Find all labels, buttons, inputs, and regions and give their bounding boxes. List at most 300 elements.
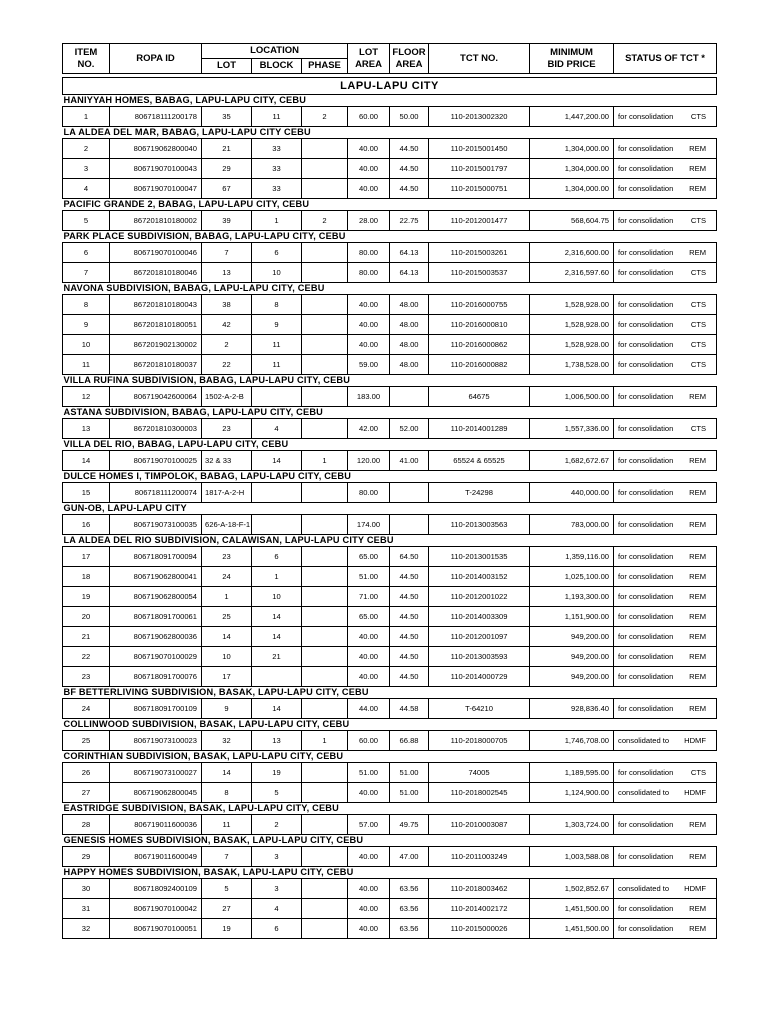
floor-area-cell: 48.00 <box>390 335 429 355</box>
ropa-id-cell: 806719062800054 <box>110 587 202 607</box>
phase-cell <box>302 607 348 627</box>
status-code: REM <box>689 704 707 713</box>
ropa-id-cell: 867201810180051 <box>110 315 202 335</box>
floor-area-cell: 66.88 <box>390 731 429 751</box>
ropa-id-cell: 806718091700076 <box>110 667 202 687</box>
status-text: consolidated to <box>618 788 670 797</box>
table-row <box>63 107 717 127</box>
block-cell: 10 <box>252 263 302 283</box>
item-no-cell: 17 <box>63 547 110 567</box>
floor-area-cell: 44.50 <box>390 607 429 627</box>
ropa-id-cell: 806719011600036 <box>110 815 202 835</box>
ropa-id-cell: 806719062800045 <box>110 783 202 803</box>
floor-area-cell: 41.00 <box>390 451 429 471</box>
lot-area-cell: 174.00 <box>348 515 390 535</box>
tct-no-cell: 110-2016000810 <box>429 315 530 335</box>
table-row <box>63 667 717 687</box>
ropa-id-cell: 806719073100027 <box>110 763 202 783</box>
tct-no-cell: 110-2014002172 <box>429 899 530 919</box>
item-no-cell: 14 <box>63 451 110 471</box>
group-title: NAVONA SUBDIVISION, BABAG, LAPU-LAPU CITY, CEBU <box>63 283 325 293</box>
item-no-cell: 28 <box>63 815 110 835</box>
lot-cell: 32 <box>202 731 252 751</box>
table-row <box>63 919 717 939</box>
min-bid-price-cell: 1,124,900.00 <box>530 783 614 803</box>
lot-area-cell: 40.00 <box>348 647 390 667</box>
block-cell: 14 <box>252 699 302 719</box>
min-bid-price-cell: 1,304,000.00 <box>530 179 614 199</box>
lot-area-cell: 59.00 <box>348 355 390 375</box>
lot-cell: 21 <box>202 139 252 159</box>
floor-area-cell: 64.13 <box>390 243 429 263</box>
tct-no-cell: 110-2014003152 <box>429 567 530 587</box>
status-code: REM <box>689 820 707 829</box>
block-cell: 33 <box>252 179 302 199</box>
status-cell <box>614 483 717 503</box>
lot-cell: 9 <box>202 699 252 719</box>
header-tct-no: TCT NO. <box>429 44 530 74</box>
tct-no-cell: 110-2015003261 <box>429 243 530 263</box>
lot-area-cell: 65.00 <box>348 607 390 627</box>
lot-area-cell: 40.00 <box>348 879 390 899</box>
min-bid-price-cell: 1,003,588.08 <box>530 847 614 867</box>
block-cell: 4 <box>252 899 302 919</box>
header-ropa-id: ROPA ID <box>110 44 202 74</box>
status-cell <box>614 139 717 159</box>
floor-area-cell: 48.00 <box>390 355 429 375</box>
status-text: for consolidation <box>618 924 674 933</box>
header-item-no: ITEM NO. <box>63 44 110 74</box>
table-row <box>63 179 717 199</box>
floor-area-cell: 22.75 <box>390 211 429 231</box>
phase-cell <box>302 355 348 375</box>
ropa-id-cell: 806718091700094 <box>110 547 202 567</box>
phase-cell <box>302 587 348 607</box>
status-code: REM <box>689 672 707 681</box>
block-cell: 3 <box>252 847 302 867</box>
floor-area-cell: 63.56 <box>390 899 429 919</box>
status-text: for consolidation <box>618 768 674 777</box>
table-row <box>63 731 717 751</box>
min-bid-price-cell: 1,746,708.00 <box>530 731 614 751</box>
item-no-cell: 11 <box>63 355 110 375</box>
group-title: VILLA RUFINA SUBDIVISION, BABAG, LAPU-LAPU CITY, CEBU <box>63 375 351 385</box>
floor-area-cell: 63.56 <box>390 879 429 899</box>
lot-cell: 39 <box>202 211 252 231</box>
block-cell: 11 <box>252 107 302 127</box>
status-code: REM <box>689 248 707 257</box>
group-header-row <box>63 535 717 547</box>
status-code: CTS <box>690 112 707 121</box>
phase-cell: 2 <box>302 107 348 127</box>
status-text: for consolidation <box>618 164 674 173</box>
status-cell <box>614 847 717 867</box>
group-header-row <box>63 231 717 243</box>
min-bid-price-cell: 1,193,300.00 <box>530 587 614 607</box>
lot-cell: 24 <box>202 567 252 587</box>
floor-area-cell: 47.00 <box>390 847 429 867</box>
item-no-cell: 29 <box>63 847 110 867</box>
floor-area-cell: 64.50 <box>390 547 429 567</box>
lot-cell: 2 <box>202 335 252 355</box>
lot-cell: 626-A-18-F-1 <box>202 515 252 535</box>
block-cell: 3 <box>252 879 302 899</box>
table-row <box>63 783 717 803</box>
phase-cell <box>302 179 348 199</box>
table-row <box>63 763 717 783</box>
lot-area-cell: 40.00 <box>348 847 390 867</box>
floor-area-cell: 48.00 <box>390 295 429 315</box>
phase-cell <box>302 627 348 647</box>
status-text: for consolidation <box>618 488 674 497</box>
table-row <box>63 451 717 471</box>
lot-cell: 17 <box>202 667 252 687</box>
group-title: GENESIS HOMES SUBDIVISION, BASAK, LAPU-LAPU CITY, CEBU <box>63 835 364 845</box>
table-row <box>63 387 717 407</box>
header-status-of-tct: STATUS OF TCT * <box>614 44 717 74</box>
lot-area-cell: 40.00 <box>348 295 390 315</box>
lot-area-cell: 80.00 <box>348 483 390 503</box>
table-row <box>63 263 717 283</box>
lot-area-cell: 183.00 <box>348 387 390 407</box>
lot-cell: 13 <box>202 263 252 283</box>
ropa-id-cell: 867201810180037 <box>110 355 202 375</box>
status-code: REM <box>689 392 707 401</box>
block-cell: 6 <box>252 547 302 567</box>
tct-no-cell: 110-2013003563 <box>429 515 530 535</box>
status-code: CTS <box>690 268 707 277</box>
table-row <box>63 211 717 231</box>
table-row <box>63 355 717 375</box>
block-cell: 11 <box>252 355 302 375</box>
min-bid-price-cell: 1,451,500.00 <box>530 919 614 939</box>
group-title: GUN-OB, LAPU-LAPU CITY <box>63 503 187 513</box>
tct-no-cell: 110-2018003462 <box>429 879 530 899</box>
floor-area-cell: 64.13 <box>390 263 429 283</box>
min-bid-price-cell: 949,200.00 <box>530 647 614 667</box>
lot-area-cell: 28.00 <box>348 211 390 231</box>
item-no-cell: 7 <box>63 263 110 283</box>
table-row <box>63 607 717 627</box>
table-row <box>63 647 717 667</box>
status-code: HDMF <box>684 788 707 797</box>
ropa-id-cell: 806719062800041 <box>110 567 202 587</box>
block-cell: 8 <box>252 295 302 315</box>
ropa-id-cell: 806719062800036 <box>110 627 202 647</box>
table-row <box>63 587 717 607</box>
item-no-cell: 21 <box>63 627 110 647</box>
item-no-cell: 32 <box>63 919 110 939</box>
item-no-cell: 3 <box>63 159 110 179</box>
status-cell <box>614 899 717 919</box>
status-text: for consolidation <box>618 112 674 121</box>
floor-area-cell: 44.50 <box>390 179 429 199</box>
min-bid-price-cell: 949,200.00 <box>530 627 614 647</box>
tct-no-cell: 110-2014001289 <box>429 419 530 439</box>
min-bid-price-cell: 1,151,900.00 <box>530 607 614 627</box>
header-phase: PHASE <box>302 59 348 74</box>
ropa-id-cell: 806719070100051 <box>110 919 202 939</box>
min-bid-price-cell: 1,738,528.00 <box>530 355 614 375</box>
status-cell <box>614 547 717 567</box>
group-header-row <box>63 803 717 815</box>
item-no-cell: 25 <box>63 731 110 751</box>
status-code: REM <box>689 488 707 497</box>
status-code: CTS <box>690 300 707 309</box>
lot-cell: 27 <box>202 899 252 919</box>
group-header-row <box>63 835 717 847</box>
lot-area-cell: 60.00 <box>348 731 390 751</box>
ropa-id-cell: 806719070100046 <box>110 243 202 263</box>
item-no-cell: 12 <box>63 387 110 407</box>
phase-cell <box>302 815 348 835</box>
lot-area-cell: 120.00 <box>348 451 390 471</box>
phase-cell <box>302 919 348 939</box>
tct-no-cell: 110-2015000751 <box>429 179 530 199</box>
block-cell: 33 <box>252 139 302 159</box>
status-cell <box>614 587 717 607</box>
status-cell <box>614 295 717 315</box>
ropa-id-cell: 806719070100025 <box>110 451 202 471</box>
floor-area-cell: 51.00 <box>390 783 429 803</box>
item-no-cell: 8 <box>63 295 110 315</box>
tct-no-cell: 74005 <box>429 763 530 783</box>
block-cell: 33 <box>252 159 302 179</box>
phase-cell <box>302 763 348 783</box>
min-bid-price-cell: 1,502,852.67 <box>530 879 614 899</box>
item-no-cell: 27 <box>63 783 110 803</box>
item-no-cell: 19 <box>63 587 110 607</box>
ropa-id-cell: 806718091700109 <box>110 699 202 719</box>
min-bid-price-cell: 568,604.75 <box>530 211 614 231</box>
block-cell <box>252 667 302 687</box>
status-text: for consolidation <box>618 424 674 433</box>
group-header-row <box>63 719 717 731</box>
lot-area-cell: 40.00 <box>348 899 390 919</box>
floor-area-cell: 52.00 <box>390 419 429 439</box>
phase-cell <box>302 295 348 315</box>
lot-area-cell: 42.00 <box>348 419 390 439</box>
property-table <box>62 43 717 939</box>
lot-area-cell: 80.00 <box>348 243 390 263</box>
tct-no-cell: T-24298 <box>429 483 530 503</box>
floor-area-cell <box>390 483 429 503</box>
item-no-cell: 16 <box>63 515 110 535</box>
min-bid-price-cell: 440,000.00 <box>530 483 614 503</box>
status-code: REM <box>689 184 707 193</box>
status-code: CTS <box>690 424 707 433</box>
lot-cell: 10 <box>202 647 252 667</box>
status-text: for consolidation <box>618 904 674 913</box>
lot-area-cell: 80.00 <box>348 263 390 283</box>
lot-cell: 25 <box>202 607 252 627</box>
item-no-cell: 23 <box>63 667 110 687</box>
status-code: REM <box>689 612 707 621</box>
status-text: for consolidation <box>618 216 674 225</box>
status-code: REM <box>689 632 707 641</box>
table-row <box>63 899 717 919</box>
tct-no-cell: 110-2015003537 <box>429 263 530 283</box>
lot-cell: 8 <box>202 783 252 803</box>
status-cell <box>614 159 717 179</box>
status-text: for consolidation <box>618 820 674 829</box>
group-header-row <box>63 471 717 483</box>
group-header-row <box>63 95 717 107</box>
group-title: DULCE HOMES I, TIMPOLOK, BABAG, LAPU-LAPU CITY, CEBU <box>63 471 352 481</box>
lot-area-cell: 40.00 <box>348 627 390 647</box>
floor-area-cell: 44.50 <box>390 667 429 687</box>
status-cell <box>614 627 717 647</box>
status-code: HDMF <box>684 884 707 893</box>
item-no-cell: 2 <box>63 139 110 159</box>
group-title: EASTRIDGE SUBDIVISION, BASAK, LAPU-LAPU CITY, CEBU <box>63 803 339 813</box>
min-bid-price-cell: 1,303,724.00 <box>530 815 614 835</box>
status-cell <box>614 515 717 535</box>
ropa-id-cell: 806719070100042 <box>110 899 202 919</box>
lot-area-cell: 51.00 <box>348 567 390 587</box>
group-title: ASTANA SUBDIVISION, BABAG, LAPU-LAPU CITY, CEBU <box>63 407 324 417</box>
status-cell <box>614 263 717 283</box>
lot-cell: 14 <box>202 627 252 647</box>
status-cell <box>614 335 717 355</box>
group-header-row <box>63 407 717 419</box>
floor-area-cell: 44.50 <box>390 567 429 587</box>
status-text: for consolidation <box>618 704 674 713</box>
group-header-row <box>63 375 717 387</box>
status-cell <box>614 731 717 751</box>
ropa-id-cell: 806718111200178 <box>110 107 202 127</box>
lot-cell: 32 & 33 <box>202 451 252 471</box>
block-cell <box>252 515 302 535</box>
status-text: for consolidation <box>618 612 674 621</box>
status-cell <box>614 419 717 439</box>
min-bid-price-cell: 1,304,000.00 <box>530 139 614 159</box>
table-row <box>63 627 717 647</box>
status-code: REM <box>689 652 707 661</box>
phase-cell <box>302 139 348 159</box>
group-title: VILLA DEL RIO, BABAG, LAPU-LAPU CITY, CEBU <box>63 439 289 449</box>
lot-cell: 67 <box>202 179 252 199</box>
tct-no-cell: 110-2010003087 <box>429 815 530 835</box>
phase-cell <box>302 699 348 719</box>
item-no-cell: 1 <box>63 107 110 127</box>
tct-no-cell: 110-2014003309 <box>429 607 530 627</box>
table-row <box>63 567 717 587</box>
status-cell <box>614 451 717 471</box>
status-text: for consolidation <box>618 852 674 861</box>
lot-cell: 14 <box>202 763 252 783</box>
group-header-row <box>63 503 717 515</box>
table-row <box>63 419 717 439</box>
floor-area-cell: 44.50 <box>390 627 429 647</box>
min-bid-price-cell: 1,359,116.00 <box>530 547 614 567</box>
status-cell <box>614 211 717 231</box>
ropa-id-cell: 806719011600049 <box>110 847 202 867</box>
tct-no-cell: 110-2016000755 <box>429 295 530 315</box>
item-no-cell: 24 <box>63 699 110 719</box>
phase-cell <box>302 263 348 283</box>
table-row <box>63 815 717 835</box>
block-cell <box>252 483 302 503</box>
lot-area-cell: 65.00 <box>348 547 390 567</box>
block-cell: 6 <box>252 919 302 939</box>
status-code: REM <box>689 924 707 933</box>
ropa-id-cell: 867201902130002 <box>110 335 202 355</box>
floor-area-cell: 44.50 <box>390 139 429 159</box>
lot-cell: 22 <box>202 355 252 375</box>
phase-cell <box>302 647 348 667</box>
block-cell <box>252 387 302 407</box>
floor-area-cell <box>390 515 429 535</box>
table-row <box>63 243 717 263</box>
status-code: REM <box>689 456 707 465</box>
header-lot-area: LOT AREA <box>348 44 390 74</box>
min-bid-price-cell: 949,200.00 <box>530 667 614 687</box>
min-bid-price-cell: 1,304,000.00 <box>530 159 614 179</box>
status-cell <box>614 783 717 803</box>
table-row <box>63 295 717 315</box>
status-text: for consolidation <box>618 300 674 309</box>
ropa-id-cell: 806719062800040 <box>110 139 202 159</box>
block-cell: 4 <box>252 419 302 439</box>
region-title: LAPU-LAPU CITY <box>63 78 717 95</box>
status-text: for consolidation <box>618 320 674 329</box>
status-text: for consolidation <box>618 552 674 561</box>
status-text: for consolidation <box>618 652 674 661</box>
floor-area-cell: 49.75 <box>390 815 429 835</box>
status-cell <box>614 667 717 687</box>
group-title: COLLINWOOD SUBDIVISION, BASAK, LAPU-LAPU CITY, CEBU <box>63 719 350 729</box>
phase-cell <box>302 483 348 503</box>
block-cell: 14 <box>252 627 302 647</box>
status-code: REM <box>689 520 707 529</box>
table-row <box>63 515 717 535</box>
ropa-id-cell: 806718092400109 <box>110 879 202 899</box>
block-cell: 13 <box>252 731 302 751</box>
status-code: REM <box>689 572 707 581</box>
table-row <box>63 159 717 179</box>
tct-no-cell: 110-2015001797 <box>429 159 530 179</box>
table-row <box>63 699 717 719</box>
phase-cell <box>302 847 348 867</box>
min-bid-price-cell: 1,025,100.00 <box>530 567 614 587</box>
lot-area-cell: 60.00 <box>348 107 390 127</box>
header-floor-area: FLOOR AREA <box>390 44 429 74</box>
header-block: BLOCK <box>252 59 302 74</box>
floor-area-cell <box>390 387 429 407</box>
ropa-id-cell: 867201810300003 <box>110 419 202 439</box>
item-no-cell: 9 <box>63 315 110 335</box>
lot-cell: 1 <box>202 587 252 607</box>
group-header-row <box>63 439 717 451</box>
phase-cell <box>302 547 348 567</box>
block-cell: 21 <box>252 647 302 667</box>
ropa-id-cell: 806718111200074 <box>110 483 202 503</box>
tct-no-cell: 110-2013002320 <box>429 107 530 127</box>
status-text: for consolidation <box>618 360 674 369</box>
lot-cell: 7 <box>202 243 252 263</box>
status-text: for consolidation <box>618 632 674 641</box>
header-min-bid-price: MINIMUM BID PRICE <box>530 44 614 74</box>
lot-cell: 19 <box>202 919 252 939</box>
status-cell <box>614 919 717 939</box>
ropa-id-cell: 806719070100029 <box>110 647 202 667</box>
ropa-id-cell: 806718091700061 <box>110 607 202 627</box>
status-code: REM <box>689 552 707 561</box>
item-no-cell: 18 <box>63 567 110 587</box>
status-code: HDMF <box>684 736 707 745</box>
region-row <box>63 78 717 95</box>
